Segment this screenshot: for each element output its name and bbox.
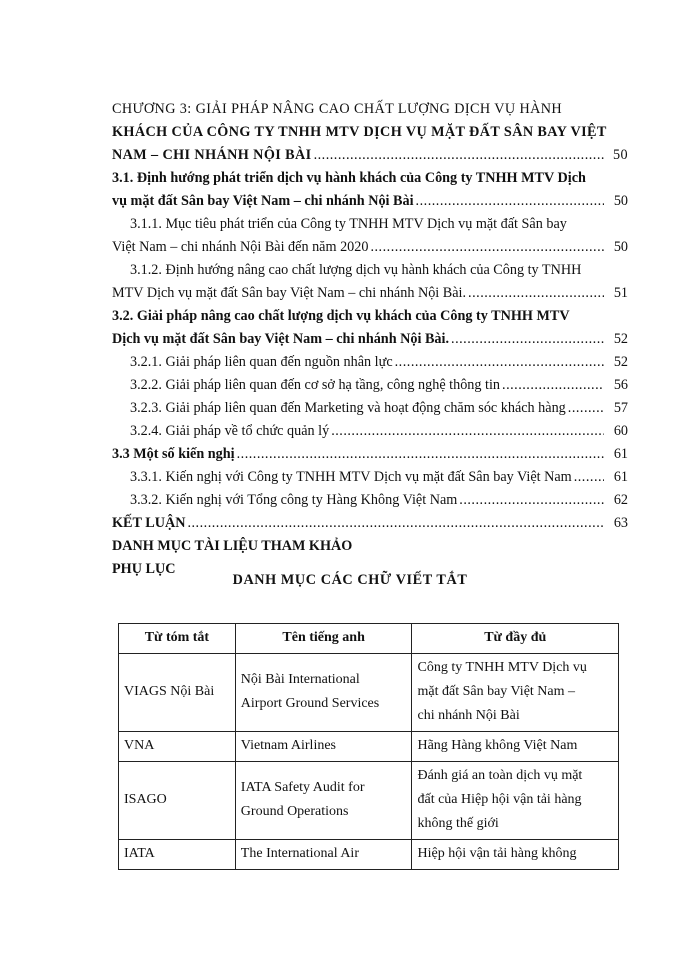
toc-section-line: Dịch vụ mặt đất Sân bay Việt Nam – chi nhánh Nội Bài.: [112, 331, 450, 347]
cell-line: đất của Hiệp hội vận tải hàng: [417, 792, 582, 807]
toc-section-3-3-2[interactable]: [112, 489, 628, 512]
full-cell: [412, 762, 619, 840]
toc-page-number: 52: [613, 331, 628, 347]
cell-line: Đánh giá an toàn dịch vụ mặt: [417, 768, 583, 783]
leader-dots: [395, 351, 604, 374]
toc-chapter-3-line-1: CHƯƠNG 3: GIẢI PHÁP NÂNG CAO CHẤT LƯỢNG DỊCH VỤ HÀNH: [112, 101, 563, 117]
abbr-cell: ISAGO: [119, 762, 236, 840]
toc-section-line: 3.2.1. Giải pháp liên quan đến nguồn nhân lực: [130, 354, 393, 370]
table-row: [119, 732, 619, 762]
toc-section-3-3[interactable]: [112, 443, 628, 466]
toc-references[interactable]: DANH MỤC TÀI LIỆU THAM KHẢO: [112, 538, 353, 554]
table-row: [119, 654, 619, 732]
abbreviations-table: [118, 623, 619, 870]
toc-section-line: 3.3.1. Kiến nghị với Công ty TNHH MTV Dịch vụ mặt đất Sân bay Việt Nam: [130, 469, 572, 485]
toc-page-number: 57: [613, 400, 628, 416]
toc-section-line: MTV Dịch vụ mặt đất Sân bay Việt Nam – chi nhánh Nội Bài.: [112, 285, 467, 301]
toc-section-line: 3.3 Một số kiến nghị: [112, 446, 235, 462]
toc-section-line: 3.1.1. Mục tiêu phát triển của Công ty TNHH MTV Dịch vụ mặt đất Sân bay: [130, 216, 567, 232]
english-cell: [235, 732, 412, 762]
toc-section-line: Việt Nam – chi nhánh Nội Bài đến năm 2020: [112, 239, 369, 255]
toc-chapter-3-line-2: KHÁCH CỦA CÔNG TY TNHH MTV DỊCH VỤ MẶT ĐẤT SÂN BAY VIỆT: [112, 124, 607, 140]
toc-section-3-1-1[interactable]: [112, 213, 628, 259]
cell-line: không thế giới: [417, 816, 499, 831]
cell-line: Hiệp hội vận tải hàng không: [417, 846, 577, 861]
english-cell: [235, 654, 412, 732]
toc-page-number: 61: [613, 446, 628, 462]
full-cell: [412, 654, 619, 732]
cell-line: IATA Safety Audit for: [240, 780, 365, 795]
toc-section-3-2-4[interactable]: [112, 420, 628, 443]
toc-section-line: KẾT LUẬN: [112, 515, 186, 531]
leader-dots: [416, 190, 604, 213]
toc-conclusion[interactable]: [112, 512, 628, 535]
toc-page-number: 56: [613, 377, 628, 393]
toc-page-number: 61: [613, 469, 628, 485]
toc-section-line: 3.2.4. Giải pháp về tổ chức quản lý: [130, 423, 330, 439]
cell-line: mặt đất Sân bay Việt Nam –: [417, 684, 576, 699]
cell-line: chi nhánh Nội Bài: [417, 708, 520, 723]
toc-section-3-3-1[interactable]: [112, 466, 628, 489]
cell-line: Hãng Hàng không Việt Nam: [417, 738, 578, 753]
leader-dots: [574, 466, 604, 489]
table-row: [119, 840, 619, 870]
toc-page-number: 50: [613, 147, 628, 163]
toc-appendix[interactable]: PHỤ LỤC: [112, 561, 176, 577]
toc-page-number: 52: [613, 354, 628, 370]
abbr-cell: VNA: [119, 732, 236, 762]
toc-section-line: 3.2.3. Giải pháp liên quan đến Marketing và hoạt động chăm sóc khách hàng: [130, 400, 566, 416]
table-of-contents: [112, 98, 628, 581]
toc-section-3-2-3[interactable]: [112, 397, 628, 420]
toc-page-number: 50: [613, 239, 628, 255]
toc-page-number: 50: [613, 193, 628, 209]
cell-line: Nội Bài International: [240, 672, 360, 687]
leader-dots: [568, 397, 604, 420]
toc-page-number: 51: [613, 285, 628, 301]
full-cell: [412, 840, 619, 870]
toc-chapter-3[interactable]: [112, 98, 628, 167]
leader-dots: [502, 374, 604, 397]
abbr-cell: VIAGS Nội Bài: [119, 654, 236, 732]
full-cell: [412, 732, 619, 762]
toc-page-number: 60: [613, 423, 628, 439]
leader-dots: [187, 512, 604, 535]
toc-section-3-2[interactable]: [112, 305, 628, 351]
leader-dots: [331, 420, 604, 443]
leader-dots: [314, 144, 604, 167]
cell-line: Airport Ground Services: [240, 696, 380, 711]
english-cell: [235, 762, 412, 840]
toc-page-number: 63: [613, 515, 628, 531]
table-header-row: [119, 624, 619, 654]
leader-dots: [451, 328, 604, 351]
toc-section-line: 3.1.2. Định hướng nâng cao chất lượng dịch vụ hành khách của Công ty TNHH: [130, 262, 582, 278]
column-header: Tên tiếng anh: [235, 624, 412, 654]
cell-line: Ground Operations: [240, 804, 349, 819]
toc-section-line: 3.3.2. Kiến nghị với Tổng công ty Hàng Không Việt Nam: [130, 492, 458, 508]
toc-section-line: 3.1. Định hướng phát triển dịch vụ hành khách của Công ty TNHH MTV Dịch: [112, 170, 586, 186]
toc-page-number: 62: [613, 492, 628, 508]
column-header: Từ đầy đủ: [412, 624, 619, 654]
leader-dots: [237, 443, 604, 466]
leader-dots: [468, 282, 604, 305]
toc-section-3-2-1[interactable]: [112, 351, 628, 374]
toc-chapter-3-line-3: NAM – CHI NHÁNH NỘI BÀI: [112, 147, 312, 163]
cell-line: Vietnam Airlines: [240, 738, 336, 753]
toc-section-3-1-2[interactable]: [112, 259, 628, 305]
toc-section-line: 3.2. Giải pháp nâng cao chất lượng dịch vụ khách của Công ty TNHH MTV: [112, 308, 570, 324]
toc-section-line: 3.2.2. Giải pháp liên quan đến cơ sở hạ tầng, công nghệ thông tin: [130, 377, 501, 393]
column-header: Từ tóm tắt: [119, 624, 236, 654]
leader-dots: [459, 489, 604, 512]
leader-dots: [370, 236, 604, 259]
toc-section-3-1[interactable]: [112, 167, 628, 213]
cell-line: The International Air: [240, 846, 359, 861]
abbr-cell: IATA: [119, 840, 236, 870]
toc-section-line: vụ mặt đất Sân bay Việt Nam – chi nhánh Nội Bài: [112, 193, 414, 209]
toc-section-3-2-2[interactable]: [112, 374, 628, 397]
cell-line: Công ty TNHH MTV Dịch vụ: [417, 660, 587, 675]
abbreviations-title: DANH MỤC CÁC CHỮ VIẾT TẮT: [232, 572, 468, 588]
english-cell: [235, 840, 412, 870]
table-row: [119, 762, 619, 840]
